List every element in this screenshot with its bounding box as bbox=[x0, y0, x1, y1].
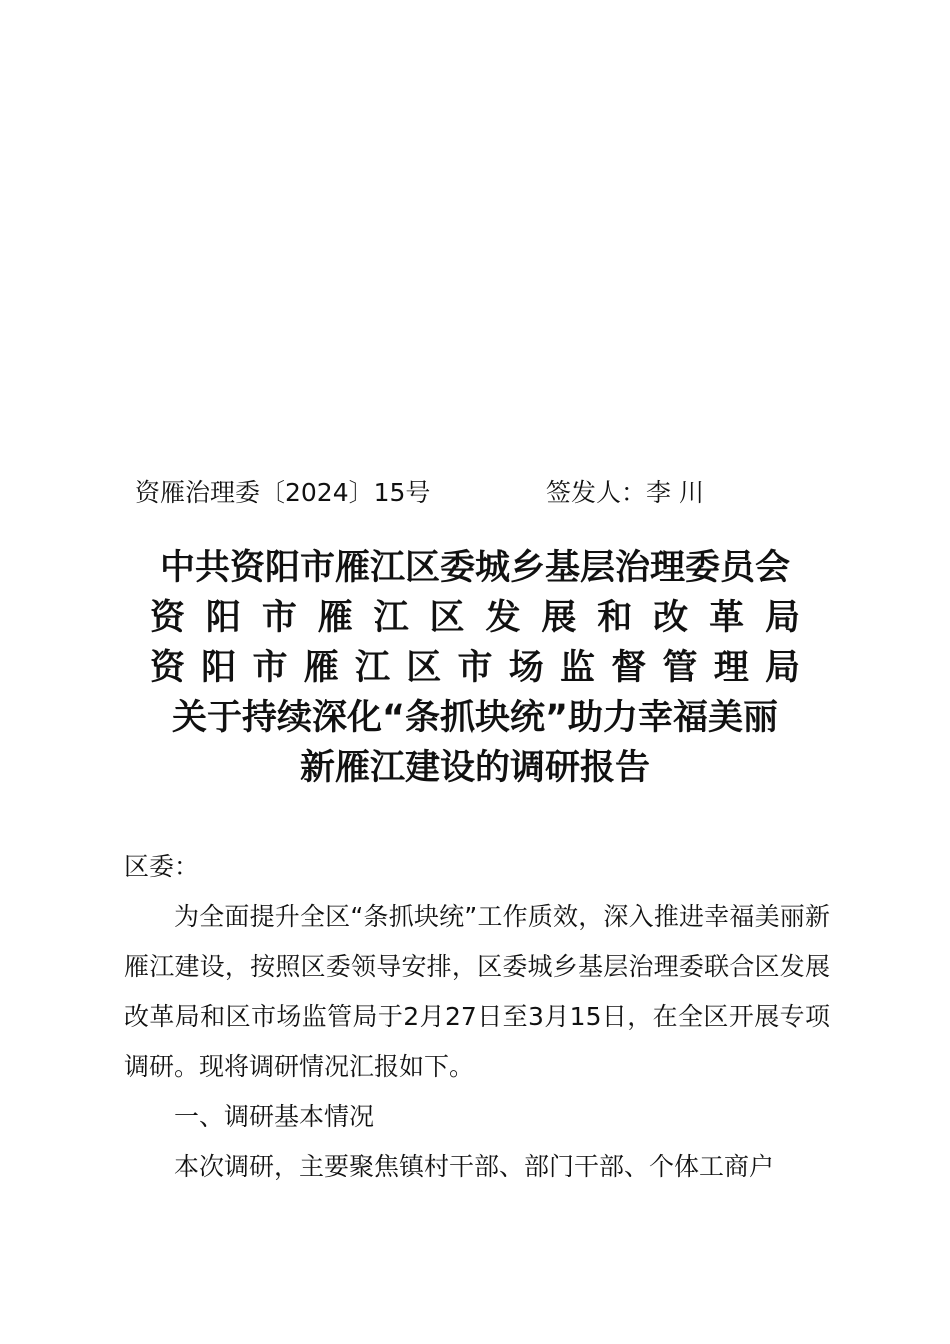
title-line-1: 中共资阳市雁江区委城乡基层治理委员会 bbox=[159, 548, 790, 588]
title-line-5: 新雁江建设的调研报告 bbox=[299, 748, 650, 788]
document-body bbox=[124, 842, 830, 1192]
section-paragraph: 本次调研，主要聚焦镇村干部、部门干部、个体工商户 bbox=[174, 1152, 775, 1181]
title-line-2: 资阳市雁江区发展和改革局 bbox=[150, 598, 800, 638]
title-line-3: 资阳市雁江区市场监督管理局 bbox=[150, 648, 800, 688]
document-title bbox=[150, 543, 800, 793]
section-heading: 一、调研基本情况 bbox=[174, 1102, 375, 1131]
title-line-4: 关于持续深化“条抓块统”助力幸福美丽 bbox=[171, 698, 778, 738]
intro-paragraph: 为全面提升全区“条抓块统”工作质效，深入推进幸福美丽新雁江建设，按照区委领导安排，区委城乡基层治理委联合区发展改革局和区市场监管局于2月27日至3月15日，在全区开展专项调研。现将调研情况汇报如下。 bbox=[124, 902, 830, 1081]
document-number: 资雁治理委〔2024〕15号 bbox=[135, 478, 431, 507]
signer: 签发人：李 川 bbox=[546, 478, 704, 507]
salutation: 区委： bbox=[124, 852, 200, 881]
